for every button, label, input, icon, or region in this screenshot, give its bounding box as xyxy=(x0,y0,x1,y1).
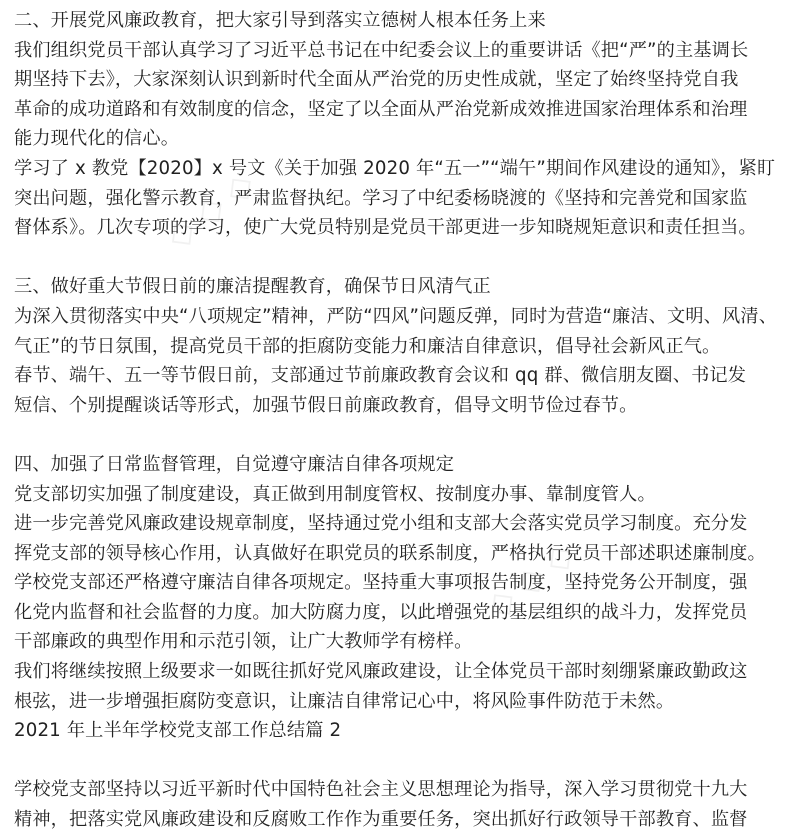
paragraph-line: 学校党支部坚持以习近平新时代中国特色社会主义思想理论为指导，深入学习贯彻党十九大 xyxy=(14,779,748,801)
paragraph-line: 为深入贯彻落实中央“八项规定”精神，严防“四风”问题反弹，同时为营造“廉洁、文明、风清、 xyxy=(14,305,778,327)
paragraph-line: 革命的成功道路和有效制度的信念，坚定了以全面从严治党新成效推进国家治理体系和治理 xyxy=(14,98,748,120)
document-body xyxy=(14,6,794,835)
paragraph-line: 春节、端午、五一等节假日前，支部通过节前廉政教育会议和 qq 群、微信朋友圈、书记发 xyxy=(14,365,747,387)
paragraph-line: 我们将继续按照上级要求一如既往抓好党风廉政建设，让全体党员干部时刻绷紧廉政勤政这 xyxy=(14,661,748,683)
paragraph-line: 挥党支部的领导核心作用，认真做好在职党员的联系制度，严格执行党员干部述职述廉制度。 xyxy=(14,542,766,564)
watermark: ◇ ◇ ◇ xyxy=(478,533,582,627)
paragraph-line: 期坚持下去》，大家深刻认识到新时代全面从严治党的历史性成就，坚定了始终坚持党自我 xyxy=(14,69,739,91)
document-title: 2021 年上半年学校党支部工作总结篇 2 xyxy=(14,720,342,742)
paragraph-line: 根弦，进一步增强拒腐防变意识，让廉洁自律常记心中，将风险事件防范于未然。 xyxy=(14,690,675,712)
paragraph-line: 精神，把落实党风廉政建设和反腐败工作作为重要任务，突出抓好行政领导干部教育、监督 xyxy=(14,809,748,831)
paragraph-line: 能力现代化的信心。 xyxy=(14,128,180,150)
paragraph-line: 突出问题，强化警示教育，严肃监督执纪。学习了中纪委杨晓渡的《坚持和完善党和国家监 xyxy=(14,187,748,209)
paragraph-line: 学校党支部还严格遵守廉洁自律各项规定。坚持重大事项报告制度，坚持党务公开制度，强 xyxy=(14,572,748,594)
paragraph-line: 学习了 x 教党【2020】x 号文《关于加强 2020 年“五一”“端午”期间作风建设的通知》，紧盯 xyxy=(14,157,776,179)
paragraph-line: 进一步完善党风廉政建设规章制度，坚持通过党小组和支部大会落实党员学习制度。充分发 xyxy=(14,513,748,535)
section-heading: 四、加强了日常监督管理，自觉遵守廉洁自律各项规定 xyxy=(14,453,455,475)
paragraph-line: 党支部切实加强了制度建设，真正做到用制度管权、按制度办事、靠制度管人。 xyxy=(14,483,656,505)
section-heading: 二、开展党风廉政教育，把大家引导到落实立德树人根本任务上来 xyxy=(14,10,546,31)
section-heading: 三、做好重大节假日前的廉洁提醒教育，确保节日风清气正 xyxy=(14,276,491,298)
watermark: ◇ ◇ ◇ xyxy=(158,163,262,257)
paragraph-line: 短信、个别提醒谈话等形式，加强节假日前廉政教育，倡导文明节俭过春节。 xyxy=(14,394,638,416)
blank-line xyxy=(14,420,794,450)
blank-line xyxy=(14,243,794,273)
paragraph-line: 督体系》。几次专项的学习，使广大党员特别是党员干部更进一步知晓规矩意识和责任担当。 xyxy=(14,217,757,239)
paragraph-line: 我们组织党员干部认真学习了习近平总书记在中纪委会议上的重要讲话《把“严”的主基调长 xyxy=(14,39,749,61)
paragraph-line: 化党内监督和社会监督的力度。加大防腐力度，以此增强党的基层组织的战斗力，发挥党员 xyxy=(14,601,748,623)
paragraph-line: 气正”的节日氛围，提高党员干部的拒腐防变能力和廉洁自律意识，倡导社会新风正气。 xyxy=(14,335,721,357)
blank-line xyxy=(14,746,794,776)
paragraph-line: 干部廉政的典型作用和示范引领，让广大教师学有榜样。 xyxy=(14,631,473,653)
